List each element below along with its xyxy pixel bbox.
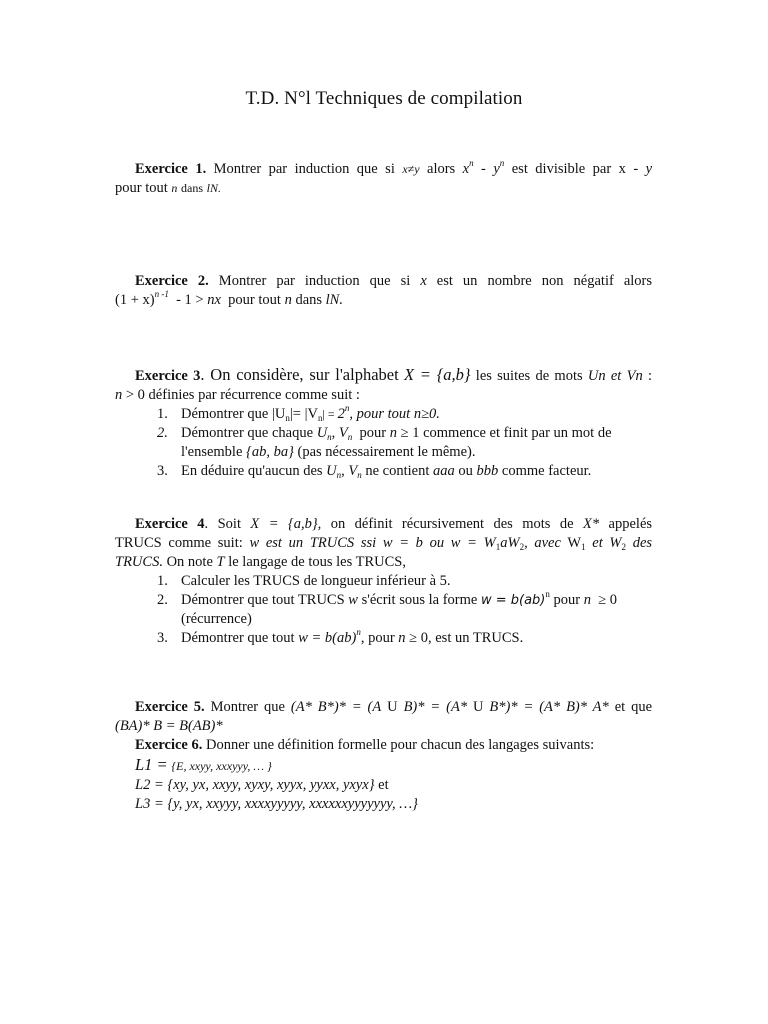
text-et: et (378, 777, 389, 793)
exercise-5-label: Exercice 5. (135, 699, 205, 715)
exercise-4-item-3 (115, 629, 652, 648)
item-text-pour: pour (359, 425, 387, 441)
item-text: Démontrer que chaque (181, 425, 314, 441)
var-x-power: x (462, 161, 470, 177)
exercise-4 (115, 515, 652, 648)
exercise-6-label: Exercice 6. (135, 737, 203, 753)
sub-n: n (327, 432, 332, 442)
exp-n-2: n (499, 158, 505, 168)
expr-1: (A* B*)* = (A (290, 699, 382, 715)
exercise-2-line-1 (115, 272, 652, 291)
exercise-4-item-2-cont (115, 610, 652, 629)
trucs-definition-3: , avec (524, 535, 561, 551)
neq-symbol: ≠ (407, 162, 415, 176)
sub-n-2: n (317, 413, 323, 423)
set-lN: lN. (325, 292, 343, 308)
exercise-6-line-1 (115, 736, 652, 755)
page-title: T.D. N°l Techniques de compilation (245, 88, 523, 109)
formula-w-b-ab-n: w = b(ab) (480, 593, 546, 608)
var-u: U (326, 463, 337, 479)
var-v: V (348, 463, 358, 479)
exercise-1-line-1 (115, 160, 652, 179)
expr-1-plus-x: (1 + x) (115, 292, 155, 308)
expr-4: (BA)* B = B(AB)* (115, 718, 223, 734)
exercise-1-text: Montrer par induction que si (213, 161, 395, 177)
expr-3: B*)* = (A* B)* A* (489, 699, 609, 715)
exercise-4-text-7: le langage de tous les TRUCS, (228, 554, 406, 570)
minus-sign: - (481, 161, 486, 177)
exercise-5-text-2: et que (614, 699, 653, 715)
exercise-1-label: Exercice 1. (135, 161, 207, 177)
sub-n: n (285, 413, 290, 423)
exercise-3-text-2: les suites de mots (475, 368, 583, 384)
formula-w-b-ab-n: w = b(ab) (298, 630, 357, 646)
item-text-c: comme facteur. (501, 463, 592, 479)
exercise-1 (115, 160, 652, 198)
l3-definition: L3 = {y, yx, xxyyy, xxxxyyyyy, xxxxxxyyyyyyy, …} (135, 796, 418, 812)
exercise-5 (115, 698, 652, 814)
item-text-b: s'écrit sous la forme (361, 592, 478, 608)
exercise-1-line-2 (115, 179, 652, 198)
exercise-1-text-alors: alors (427, 161, 456, 177)
sequences-un-vn: Un et Vn (587, 368, 643, 384)
exp-n: n (545, 589, 550, 599)
item-text-cont: (récurrence) (181, 611, 252, 627)
exercise-3-item-2 (115, 424, 652, 443)
language-l1 (115, 755, 652, 776)
expr-2: B)* = (A* (403, 699, 468, 715)
kleene-x: X* (583, 516, 600, 532)
exercise-4-item-1 (115, 572, 652, 591)
sub-1: 1 (495, 542, 501, 552)
language-l3 (115, 795, 652, 814)
var-y: y (414, 162, 420, 176)
item-text: En déduire qu'aucun des (181, 463, 323, 479)
exercise-5-text: Montrer que (210, 699, 285, 715)
var-y-2: y (645, 161, 653, 177)
var-v: V (338, 425, 348, 441)
var-w: w (348, 592, 358, 608)
exercise-5-line-1 (115, 698, 652, 717)
exercise-3-text: . On considère, sur l'alphabet (200, 365, 399, 384)
var-x: x (402, 162, 408, 176)
exercise-4-text: . Soit (204, 516, 241, 532)
item-text-ou: ou (458, 463, 473, 479)
exercise-4-text-2: on définit récursivement des mots de (330, 516, 574, 532)
var-w1: W (567, 535, 582, 551)
exercise-3-line-1 (115, 365, 652, 386)
sub-n-2: n (357, 470, 362, 480)
item-text-geq: ≥ 0 (598, 592, 618, 608)
var-n: n (171, 181, 178, 195)
exercise-4-list (115, 572, 652, 648)
union-2: U (473, 699, 484, 715)
expr-minus-1: - 1 > (176, 292, 204, 308)
word-aaa: aaa (433, 463, 455, 479)
exercise-4-line-2 (115, 534, 652, 553)
item-number: 2. (157, 425, 168, 441)
item-number: 3. (157, 630, 168, 646)
exercise-4-line-1 (115, 515, 652, 534)
value-2: 2 (337, 406, 345, 422)
union-1: U (387, 699, 398, 715)
expr-nx: nx (207, 292, 221, 308)
exp-n: n (356, 627, 361, 637)
exp-n-minus-1: n -1 (154, 289, 169, 299)
set-lN: lN. (206, 181, 221, 195)
exercise-3-list (115, 405, 652, 481)
var-y-power: y (493, 161, 500, 177)
exp-n: n (344, 403, 350, 413)
exercise-4-line-3 (115, 553, 652, 572)
alphabet-x: X = {a,b}, (250, 516, 322, 532)
trucs-definition-2: aW (500, 535, 520, 551)
trucs-des: des (632, 535, 653, 551)
l1-label: L1 = (135, 755, 168, 774)
var-n: n (389, 425, 397, 441)
exercise-4-text-3: appelés (608, 516, 653, 532)
exercise-1-text-pour-tout: pour tout (115, 180, 168, 196)
item-number: 2. (157, 592, 168, 608)
item-text: Démontrer que tout (181, 630, 295, 646)
comma: , (341, 463, 345, 479)
item-text-b: |= |V (289, 406, 318, 422)
item-number: 1. (157, 573, 168, 589)
exercise-2-label: Exercice 2. (135, 273, 209, 289)
sub-1-b: 1 (581, 542, 586, 552)
exercise-1-text-divisible: est divisible par x - (511, 161, 639, 177)
var-n: n (583, 592, 591, 608)
exercise-3-item-2-cont (115, 443, 652, 462)
item-text-cont: l'ensemble (181, 444, 243, 460)
item-text-e: , pour tout n≥0. (349, 406, 440, 422)
exercise-2-text-dans: dans (295, 292, 323, 308)
set-ab-ba: {ab, ba} (246, 444, 294, 460)
exercise-4-text-4: TRUCS comme suit: (115, 535, 243, 551)
var-n: n (284, 292, 292, 308)
sub-n: n (336, 470, 342, 480)
trucs-word: TRUCS. (115, 554, 163, 570)
exercise-3-line-2 (115, 386, 652, 405)
exp-n: n (469, 158, 474, 168)
trucs-et-w2: et W (592, 535, 622, 551)
item-text-pour: pour (553, 592, 581, 608)
l1-value: {E, xxyy, xxxyyy, … } (171, 759, 272, 773)
exercise-6-text: Donner une définition formelle pour chacun des langages suivants: (206, 737, 595, 753)
language-l2 (115, 776, 652, 795)
var-n: n (398, 630, 406, 646)
item-text-d: (pas nécessairement le même). (297, 444, 476, 460)
comma: , (331, 425, 336, 441)
exercise-4-item-2 (115, 591, 652, 610)
exercise-2-text-pour-tout: pour tout (228, 292, 281, 308)
exercise-2-text-2: est un nombre non négatif alors (436, 273, 653, 289)
l2-definition: L2 = {xy, yx, xxyy, xyxy, xyyx, yyxx, yxyx} (135, 777, 375, 793)
exercise-1-text-dans: dans (181, 181, 204, 195)
exercise-3 (115, 365, 652, 481)
sub-2-b: 2 (621, 542, 626, 552)
alphabet-x: X = {a,b} (403, 365, 471, 384)
var-t: T (216, 554, 225, 570)
exercise-3-item-3 (115, 462, 652, 481)
exercise-2-line-2 (115, 291, 652, 310)
exercise-5-line-2 (115, 717, 652, 736)
exercise-2 (115, 272, 652, 310)
item-text-b: ne contient (365, 463, 430, 479)
exercise-2-text: Montrer par induction que si (218, 273, 411, 289)
var-n: n (115, 387, 123, 403)
item-text: Démontrer que |U (181, 406, 286, 422)
exercise-4-text-6: On note (166, 554, 213, 570)
exercise-4-label: Exercice 4 (135, 516, 205, 532)
exercise-3-item-1 (115, 405, 652, 424)
item-text-c: ≥ 0, est un TRUCS. (409, 630, 524, 646)
exercise-3-label: Exercice 3 (135, 368, 201, 384)
item-text-c: | = (322, 407, 338, 421)
sub-n-2: n (347, 432, 353, 442)
word-bbb: bbb (476, 463, 499, 479)
exercise-3-text-3: > 0 définies par récurrence comme suit : (125, 387, 360, 403)
item-text-c: ≥ 1 commence et finit par un mot de (400, 425, 612, 441)
item-text: Démontrer que tout TRUCS (181, 592, 345, 608)
trucs-definition: w est un TRUCS ssi w = b ou w = W (249, 535, 496, 551)
sub-2: 2 (519, 542, 525, 552)
item-number: 3. (157, 463, 168, 479)
item-number: 1. (157, 406, 168, 422)
var-x: x (420, 273, 427, 289)
colon: : (647, 368, 652, 384)
var-u: U (316, 425, 328, 441)
item-text: Calculer les TRUCS de longueur inférieur à 5. (181, 573, 451, 589)
item-text-pour: , pour (360, 630, 395, 646)
